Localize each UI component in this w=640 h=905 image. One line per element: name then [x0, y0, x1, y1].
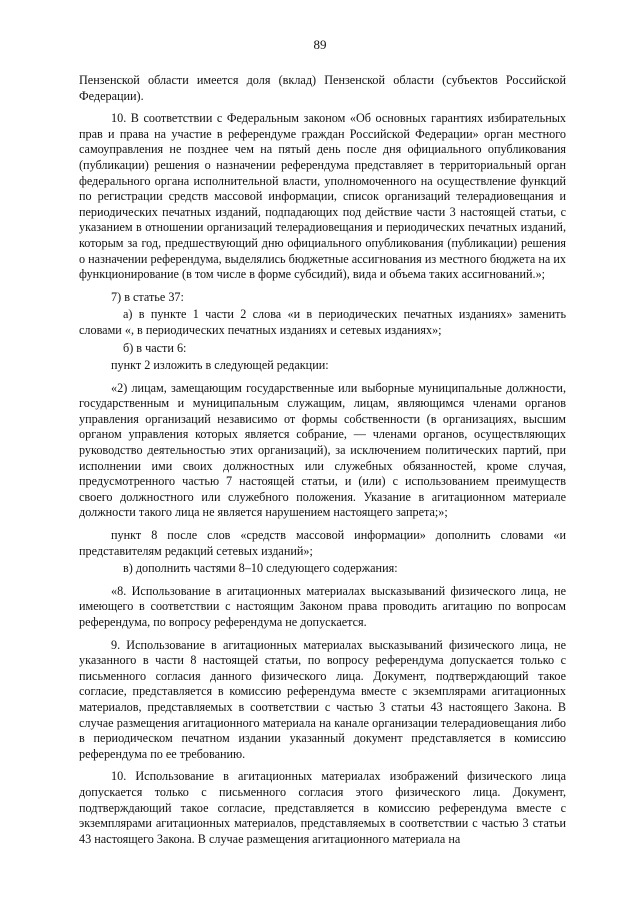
document-body — [79, 73, 566, 854]
paragraph-part-9: 9. Использование в агитационных материалах высказываний физического лица, не указанного в части 8 настоящей статьи, по вопросу референдума допускается только с письменного согласия данного физического лица. Документ, подтверждающий такое согласие, представляется в комиссию референдума вместе с экземплярами агитационных материалов, представляемых в соответствии с частью 3 статьи 43 настоящего Закона. В случае размещения агитационного материала на канале организации телерадиовещания либо в периодическом печатном издании указанный документ представляется в комиссию референдума по ее требованию. — [79, 637, 566, 761]
paragraph-subitem-a: а) в пункте 1 части 2 слова «и в периодических печатных изданиях» заменить словами «, в периодических печатных изданиях и сетевых изданиях»; — [79, 307, 566, 337]
paragraph-part-8: «8. Использование в агитационных материалах высказываний физического лица, не имеющего в соответствии с настоящим Законом права проводить агитацию по вопросам референдума, по вопросу референдума не допускается. — [79, 583, 566, 629]
paragraph-subitem-b: б) в части 6: — [123, 340, 187, 355]
paragraph-continuation: Пензенской области имеется доля (вклад) Пензенской области (субъектов Российской Федерации). — [79, 73, 566, 103]
paragraph-part-10: 10. Использование в агитационных материалах изображений физического лица допускается только с письменного согласия этого физического лица. Документ, подтверждающий такое согласие, представляется в комиссию референдума вместе с экземплярами агитационных материалов, представляемых в соответствии с частью 3 статьи 43 настоящего Закона. В случае размещения агитационного материала на — [79, 769, 566, 846]
page-number: 89 — [313, 37, 327, 52]
paragraph-article-37: 7) в статье 37: — [111, 289, 184, 304]
paragraph-item-10: 10. В соответствии с Федеральным законом «Об основных гарантиях избирательных прав и права на участие в референдуме граждан Российской Федерации» орган местного самоуправления не позднее чем на пятый день после дня официального опубликования (публикации) решения о назначении референдума представляет в территориальный орган федерального органа исполнительной власти, уполномоченного на осуществление функций по регистрации средств массовой информации, список организаций телерадиовещания и периодических печатных изданий, подпадающих под действие части 3 настоящей статьи, с указанием в отношении организаций телерадиовещания и периодических печатных изданий, которым за год, предшествующий дню официального опубликования (публикации) решения о назначении референдума, выделялись бюджетные ассигнования из местного бюджета на их функционирование (в том числе в форме субсидий), вида и объема таких ассигнований.»; — [79, 111, 566, 282]
paragraph-subitem-v: в) дополнить частями 8–10 следующего содержания: — [123, 561, 398, 576]
paragraph-point-2-intro: пункт 2 изложить в следующей редакции: — [111, 358, 329, 373]
paragraph-point-2-text: «2) лицам, замещающим государственные или выборные муниципальные должности, государственным и муниципальным служащим, лицам, являющимся членами органов управления организаций независимо от формы собственности (в организациях, высшим органом управления которых является собрание, — членами органов, осуществляющих руководство деятельностью этих организаций), за исключением политических партий, при исполнении ими своих должностных или служебных обязанностей, кроме случая, предусмотренного частью 7 настоящей статьи, и (или) с использованием преимуществ своего должностного или служебного положения. Указание в агитационном материале должности такого лица не является нарушением настоящего запрета;»; — [79, 380, 566, 520]
paragraph-point-8: пункт 8 после слов «средств массовой информации» дополнить словами «и представителям редакций сетевых изданий»; — [79, 528, 566, 558]
